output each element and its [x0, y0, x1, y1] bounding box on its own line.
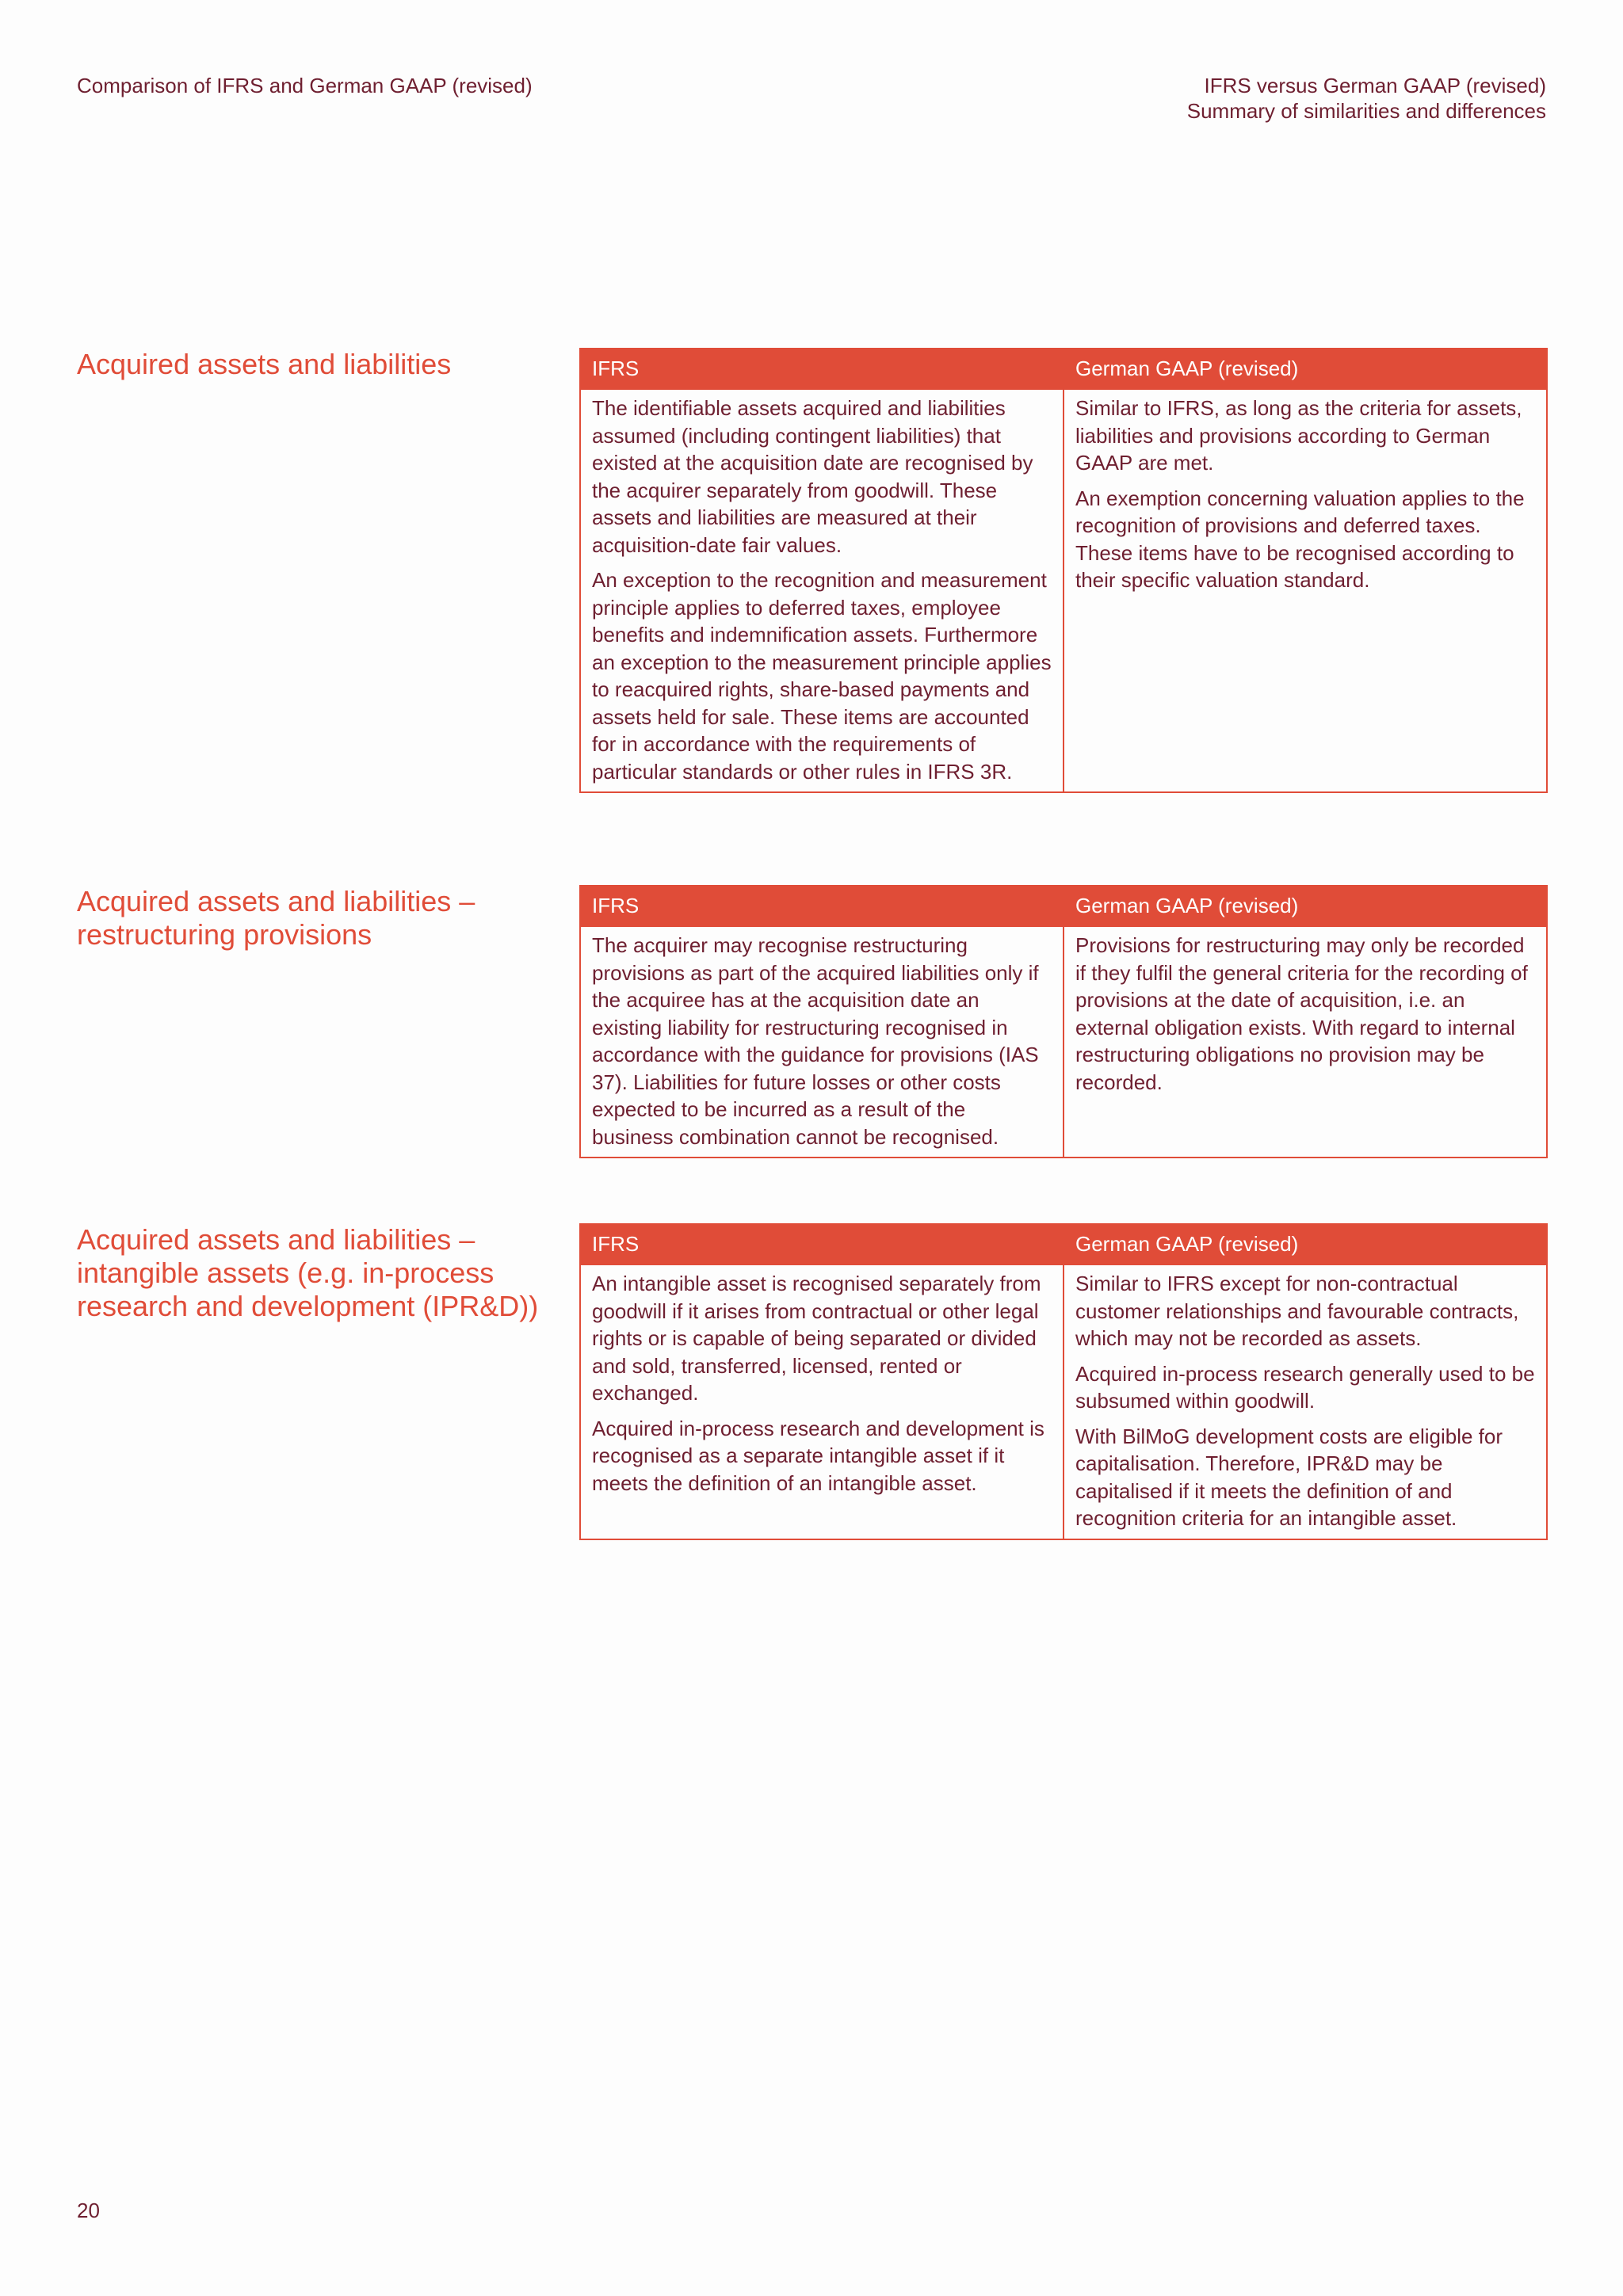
- comparison-table: [579, 348, 1548, 793]
- paragraph: An exception to the recognition and measurement principle applies to deferred taxes, employee benefits and indemnification assets. Furthermore an exception to the measurement principle applies to reacquired rights, share-based payments and assets held for sale. These items are accounted for in accordance with the requirements of particular standards or other rules in IFRS 3R.: [592, 568, 1052, 784]
- paragraph: Provisions for restructuring may only be recorded if they fulfil the general criteria for the recording of provisions at the date of acquisition, i.e. an external obligation exists. With regard to internal restructuring obligations no provision may be recorded.: [1075, 933, 1528, 1094]
- paragraph: Similar to IFRS, as long as the criteria for assets, liabilities and provisions according to German GAAP are met.: [1075, 396, 1522, 475]
- running-header-left: Comparison of IFRS and German GAAP (revised): [77, 74, 533, 97]
- table-row: [580, 1264, 1547, 1539]
- cell-ifrs: [580, 1264, 1064, 1539]
- cell-german-gaap: [1064, 926, 1547, 1158]
- paragraph: Acquired in-process research generally used to be subsumed within goodwill.: [1075, 1361, 1535, 1413]
- column-header-ifrs: IFRS: [580, 1224, 1064, 1264]
- paragraph: An intangible asset is recognised separately from goodwill if it arises from contractual or other legal rights or is capable of being separated or divided and sold, transferred, licensed, rented or exchanged.: [592, 1272, 1041, 1405]
- paragraph: With BilMoG development costs are eligible for capitalisation. Therefore, IPR&D may be capitalised if it meets the definition of and recognition criteria for an intangible asset.: [1075, 1424, 1503, 1530]
- column-header-german-gaap: German GAAP (revised): [1064, 349, 1547, 389]
- comparison-table: [579, 1223, 1548, 1540]
- paragraph: The acquirer may recognise restructuring provisions as part of the acquired liabilities only if the acquiree has at the acquisition date an existing liability for restructuring recognised in accordance with the guidance for provisions (IAS 37). Liabilities for future losses or other costs expected to be incurred as a result of the business combination cannot be recognised.: [592, 933, 1039, 1149]
- paragraph: Similar to IFRS except for non-contractual customer relationships and favourable contracts, which may not be recorded as assets.: [1075, 1272, 1519, 1350]
- running-header-right: [1187, 73, 1546, 124]
- paragraph: Acquired in-process research and development is recognised as a separate intangible asset if it meets the definition of an intangible asset.: [592, 1416, 1044, 1495]
- paragraph: The identifiable assets acquired and liabilities assumed (including contingent liabilities) that existed at the acquisition date are recognised by the acquirer separately from goodwill. These assets and liabilities are measured at their acquisition-date fair values.: [592, 396, 1033, 557]
- cell-ifrs: [580, 389, 1064, 792]
- section-title: Acquired assets and liabilities – intangible assets (e.g. in-process research and development (IPR&D)): [77, 1223, 539, 1322]
- cell-german-gaap: [1064, 1264, 1547, 1539]
- table-header-row: [580, 349, 1547, 389]
- table-row: [580, 926, 1547, 1158]
- column-header-ifrs: IFRS: [580, 349, 1064, 389]
- column-header-german-gaap: German GAAP (revised): [1064, 886, 1547, 926]
- table-header-row: [580, 886, 1547, 926]
- running-header-right-line2: Summary of similarities and differences: [1186, 99, 1546, 123]
- comparison-table: [579, 885, 1548, 1158]
- cell-ifrs: [580, 926, 1064, 1158]
- page-number: 20: [77, 2199, 100, 2222]
- section-title: Acquired assets and liabilities – restructuring provisions: [77, 885, 475, 951]
- cell-german-gaap: [1064, 389, 1547, 792]
- running-header-right-line1: IFRS versus German GAAP (revised): [1204, 74, 1546, 97]
- table-row: [580, 389, 1547, 792]
- section-title: Acquired assets and liabilities: [77, 348, 452, 380]
- table-header-row: [580, 1224, 1547, 1264]
- paragraph: An exemption concerning valuation applies to the recognition of provisions and deferred taxes. These items have to be recognised according to their specific valuation standard.: [1075, 486, 1525, 592]
- column-header-german-gaap: German GAAP (revised): [1064, 1224, 1547, 1264]
- column-header-ifrs: IFRS: [580, 886, 1064, 926]
